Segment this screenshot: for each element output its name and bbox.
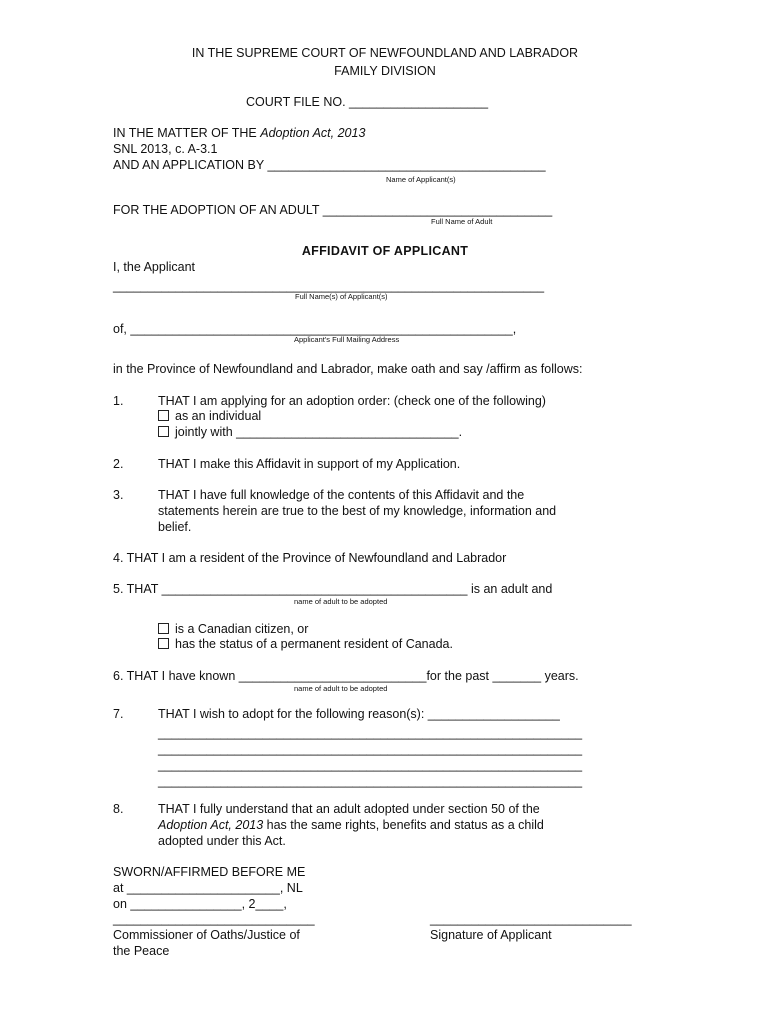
option-individual[interactable] (158, 410, 261, 423)
item-5-caption: name of adult to be adopted (294, 597, 388, 606)
court-file-field[interactable]: COURT FILE NO. ____________________ (246, 95, 489, 109)
option-citizen[interactable] (158, 623, 308, 636)
reason-line-4[interactable]: _____________________________________________________________ (158, 774, 583, 788)
item-7-field[interactable]: THAT I wish to adopt for the following reason(s): ___________________ (158, 707, 560, 721)
item-2-text: THAT I make this Affidavit in support of my Application. (158, 457, 461, 471)
sworn-at-field[interactable]: at ______________________, NL (113, 881, 303, 895)
checkbox-jointly[interactable] (158, 426, 169, 437)
item-5-field[interactable]: 5. THAT ____________________________________________ is an adult and (113, 582, 553, 596)
applicant-name-field[interactable]: ______________________________________________________________ (113, 279, 545, 293)
court-heading: IN THE SUPREME COURT OF NEWFOUNDLAND AND LABRADOR (191, 46, 579, 60)
address-caption: Applicant's Full Mailing Address (294, 335, 400, 344)
item-1-number: 1. (113, 394, 124, 408)
commissioner-label-2: the Peace (113, 944, 170, 958)
item-6-caption: name of adult to be adopted (294, 684, 388, 693)
adult-name-field[interactable]: FOR THE ADOPTION OF AN ADULT _________________________________ (113, 203, 553, 217)
full-name-adult-caption: Full Name of Adult (431, 217, 493, 226)
option-citizen-label: is a Canadian citizen, or (175, 622, 309, 636)
item-3-line-3: belief. (158, 520, 192, 534)
sworn-on-field[interactable]: on ________________, 2____, (113, 897, 287, 911)
item-8-line-2 (158, 819, 544, 832)
option-resident-label: has the status of a permanent resident of Canada. (175, 637, 453, 651)
item-3-line-2: statements herein are true to the best of my knowledge, information and (158, 504, 557, 518)
item-2-number: 2. (113, 457, 124, 471)
matter-prefix: IN THE MATTER OF THE (113, 126, 261, 140)
option-resident[interactable] (158, 638, 453, 651)
sworn-heading: SWORN/AFFIRMED BEFORE ME (113, 865, 306, 879)
option-individual-label: as an individual (175, 409, 262, 423)
item-8-act-name: Adoption Act, 2013 (158, 818, 264, 832)
page-title: AFFIDAVIT OF APPLICANT (301, 244, 469, 258)
commissioner-label-1: Commissioner of Oaths/Justice of (113, 928, 300, 942)
item-3-number: 3. (113, 488, 124, 502)
item-8-number: 8. (113, 802, 124, 816)
item-8-line-3: adopted under this Act. (158, 834, 286, 848)
name-applicant-caption: Name of Applicant(s) (386, 175, 456, 184)
checkbox-citizen[interactable] (158, 623, 169, 634)
address-field[interactable]: of, _______________________________________________________, (113, 322, 517, 336)
item-7-number: 7. (113, 707, 124, 721)
reason-line-3[interactable]: _____________________________________________________________ (158, 758, 583, 772)
applicant-name-caption: Full Name(s) of Applicant(s) (295, 292, 388, 301)
division-heading: FAMILY DIVISION (334, 64, 436, 78)
item-8-line-1: THAT I fully understand that an adult adopted under section 50 of the (158, 802, 540, 816)
checkbox-resident[interactable] (158, 638, 169, 649)
applicant-signature-line[interactable]: _____________________________ (430, 912, 632, 926)
act-name: Adoption Act, 2013 (260, 126, 366, 140)
checkbox-individual[interactable] (158, 410, 169, 421)
commissioner-signature-line[interactable]: _____________________________ (113, 912, 315, 926)
matter-line (113, 127, 365, 140)
applicant-signature-label: Signature of Applicant (430, 928, 552, 942)
oath-statement: in the Province of Newfoundland and Labrador, make oath and say /affirm as follows: (113, 362, 583, 376)
item-6-field[interactable]: 6. THAT I have known ___________________________for the past _______ years. (113, 669, 579, 683)
i-the-applicant: I, the Applicant (113, 260, 196, 274)
item-1-text: THAT I am applying for an adoption order: (check one of the following) (158, 394, 546, 408)
reason-line-1[interactable]: _____________________________________________________________ (158, 726, 583, 740)
item-8-line-2-rest: has the same rights, benefits and status as a child (263, 818, 544, 832)
item-3-line-1: THAT I have full knowledge of the contents of this Affidavit and the (158, 488, 525, 502)
application-by-field[interactable]: AND AN APPLICATION BY ________________________________________ (113, 158, 546, 172)
item-4-text: 4. THAT I am a resident of the Province of Newfoundland and Labrador (113, 551, 507, 565)
act-citation: SNL 2013, c. A-3.1 (113, 142, 218, 156)
option-jointly[interactable] (158, 426, 462, 439)
option-jointly-label: jointly with ________________________________. (175, 425, 463, 439)
reason-line-2[interactable]: _____________________________________________________________ (158, 742, 583, 756)
